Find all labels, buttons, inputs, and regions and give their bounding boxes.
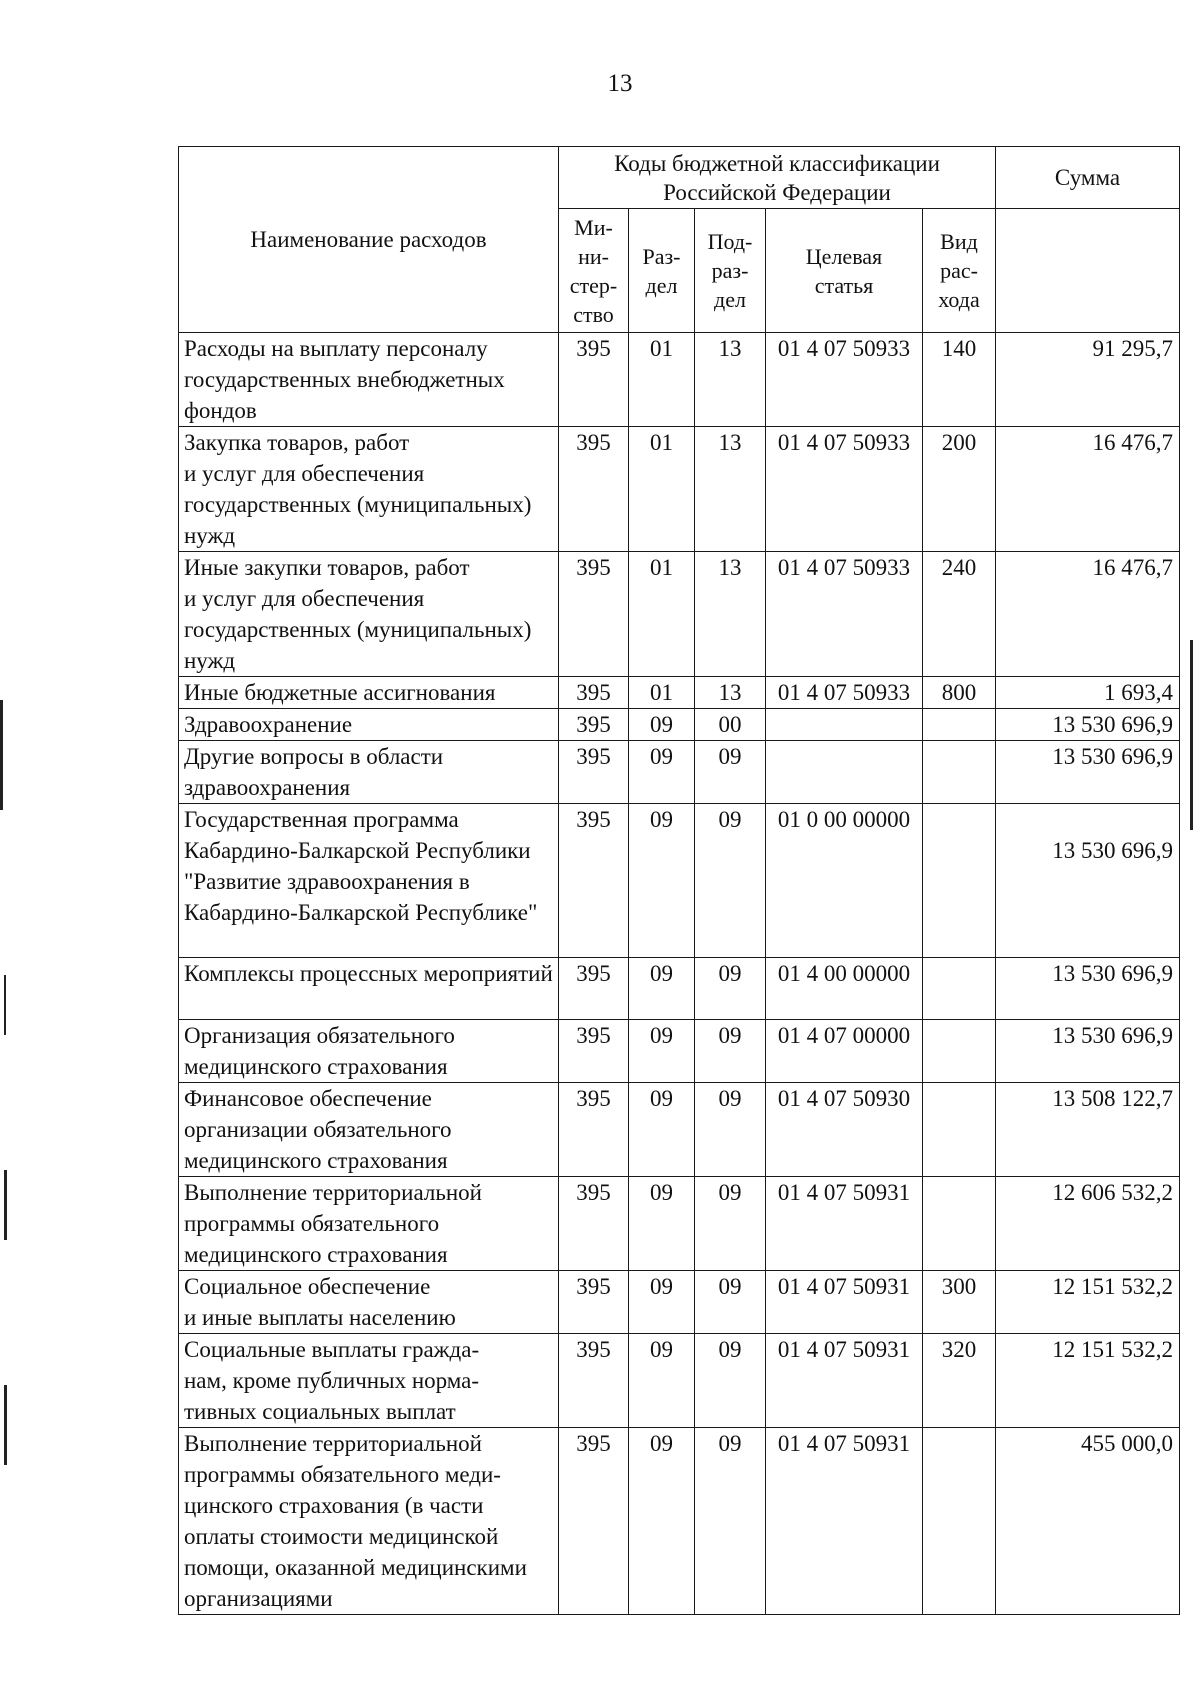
cell-subsection: 09 — [695, 741, 766, 804]
column-header-sum: Сумма — [996, 147, 1180, 209]
scan-edge-mark — [4, 1170, 7, 1240]
cell-target: 01 4 07 50930 — [766, 1083, 923, 1177]
scan-edge-mark — [4, 975, 6, 1035]
column-header-codes-group: Коды бюджетной классификации Российской Федерации — [559, 147, 996, 209]
cell-target: 01 4 07 50933 — [766, 552, 923, 677]
cell-name: Комплексы процессных мероприятий — [179, 958, 559, 1020]
table-row — [179, 741, 1180, 804]
cell-section: 01 — [629, 677, 695, 709]
cell-ministry: 395 — [559, 804, 629, 958]
cell-sum: 455 000,0 — [996, 1428, 1180, 1615]
cell-name: Закупка товаров, работ и услуг для обеспечения государственных (муниципальных) нужд — [179, 427, 559, 552]
cell-ministry: 395 — [559, 709, 629, 741]
cell-target: 01 4 07 00000 — [766, 1020, 923, 1083]
cell-expense-type — [923, 958, 996, 1020]
table-row — [179, 1020, 1180, 1083]
cell-subsection: 13 — [695, 677, 766, 709]
cell-section: 01 — [629, 552, 695, 677]
cell-target — [766, 709, 923, 741]
cell-sum: 13 508 122,7 — [996, 1083, 1180, 1177]
cell-subsection: 09 — [695, 804, 766, 958]
cell-sum: 13 530 696,9 — [996, 709, 1180, 741]
cell-name: Выполнение территориальной программы обязательного меди- цинского страхования (в части оплаты стоимости медицинской помощи, оказанной медицинскими организациями — [179, 1428, 559, 1615]
cell-subsection: 09 — [695, 1271, 766, 1334]
cell-subsection: 09 — [695, 1334, 766, 1428]
cell-expense-type — [923, 1177, 996, 1271]
cell-section: 09 — [629, 1083, 695, 1177]
table-row — [179, 958, 1180, 1020]
cell-sum: 13 530 696,9 — [996, 741, 1180, 804]
cell-section: 09 — [629, 1428, 695, 1615]
cell-subsection: 09 — [695, 958, 766, 1020]
cell-ministry: 395 — [559, 1271, 629, 1334]
cell-subsection: 09 — [695, 1083, 766, 1177]
cell-name: Организация обязательного медицинского страхования — [179, 1020, 559, 1083]
cell-ministry: 395 — [559, 427, 629, 552]
cell-target: 01 4 00 00000 — [766, 958, 923, 1020]
cell-expense-type — [923, 1020, 996, 1083]
table-row — [179, 677, 1180, 709]
table-header — [179, 147, 1180, 333]
cell-sum: 12 606 532,2 — [996, 1177, 1180, 1271]
cell-name: Расходы на выплату персоналу государственных внебюджетных фондов — [179, 333, 559, 427]
cell-expense-type: 240 — [923, 552, 996, 677]
budget-table — [178, 146, 1180, 1615]
cell-name: Социальное обеспечение и иные выплаты населению — [179, 1271, 559, 1334]
table-row — [179, 427, 1180, 552]
cell-expense-type: 140 — [923, 333, 996, 427]
cell-sum: 91 295,7 — [996, 333, 1180, 427]
scan-edge-mark — [1190, 640, 1193, 830]
cell-target: 01 4 07 50933 — [766, 677, 923, 709]
cell-ministry: 395 — [559, 1428, 629, 1615]
scan-edge-mark — [4, 1385, 7, 1465]
cell-ministry: 395 — [559, 958, 629, 1020]
cell-subsection: 13 — [695, 427, 766, 552]
table-row — [179, 333, 1180, 427]
cell-expense-type — [923, 1083, 996, 1177]
cell-section: 09 — [629, 1020, 695, 1083]
cell-expense-type — [923, 1428, 996, 1615]
cell-name: Социальные выплаты гражда- нам, кроме публичных норма- тивных социальных выплат — [179, 1334, 559, 1428]
cell-subsection: 09 — [695, 1177, 766, 1271]
table-row — [179, 1334, 1180, 1428]
cell-expense-type — [923, 741, 996, 804]
cell-section: 09 — [629, 1271, 695, 1334]
cell-ministry: 395 — [559, 333, 629, 427]
cell-sum: 16 476,7 — [996, 427, 1180, 552]
cell-expense-type: 300 — [923, 1271, 996, 1334]
cell-expense-type: 320 — [923, 1334, 996, 1428]
cell-subsection: 09 — [695, 1428, 766, 1615]
cell-ministry: 395 — [559, 677, 629, 709]
cell-ministry: 395 — [559, 741, 629, 804]
cell-name: Другие вопросы в области здравоохранения — [179, 741, 559, 804]
cell-expense-type: 200 — [923, 427, 996, 552]
table-row — [179, 1271, 1180, 1334]
column-header-subsection: Под- раз- дел — [695, 209, 766, 333]
table-row — [179, 1177, 1180, 1271]
cell-target — [766, 741, 923, 804]
cell-name: Здравоохранение — [179, 709, 559, 741]
column-header-sum-blank — [996, 209, 1180, 333]
table-body — [179, 333, 1180, 1615]
cell-target: 01 4 07 50931 — [766, 1334, 923, 1428]
cell-subsection: 00 — [695, 709, 766, 741]
column-header-target: Целевая статья — [766, 209, 923, 333]
cell-sum: 16 476,7 — [996, 552, 1180, 677]
cell-name: Иные закупки товаров, работ и услуг для обеспечения государственных (муниципальных) нужд — [179, 552, 559, 677]
cell-section: 09 — [629, 709, 695, 741]
table-row — [179, 709, 1180, 741]
cell-section: 01 — [629, 333, 695, 427]
cell-target: 01 4 07 50933 — [766, 427, 923, 552]
cell-target: 01 4 07 50931 — [766, 1271, 923, 1334]
cell-expense-type: 800 — [923, 677, 996, 709]
cell-sum: 13 530 696,9 — [996, 1020, 1180, 1083]
cell-section: 09 — [629, 804, 695, 958]
table-row — [179, 1428, 1180, 1615]
cell-target: 01 4 07 50931 — [766, 1177, 923, 1271]
column-header-expense-type: Вид рас- хода — [923, 209, 996, 333]
cell-section: 09 — [629, 958, 695, 1020]
table-row — [179, 1083, 1180, 1177]
cell-section: 09 — [629, 1334, 695, 1428]
cell-name: Государственная программа Кабардино-Балкарской Республики "Развитие здравоохранения в Кабардино-Балкарской Республике" — [179, 804, 559, 958]
cell-name: Иные бюджетные ассигнования — [179, 677, 559, 709]
table-row — [179, 804, 1180, 958]
cell-sum: 13 530 696,9 — [996, 804, 1180, 958]
cell-section: 09 — [629, 741, 695, 804]
cell-section: 09 — [629, 1177, 695, 1271]
cell-sum: 12 151 532,2 — [996, 1271, 1180, 1334]
cell-ministry: 395 — [559, 552, 629, 677]
column-header-name: Наименование расходов — [179, 147, 559, 333]
cell-ministry: 395 — [559, 1020, 629, 1083]
cell-subsection: 13 — [695, 552, 766, 677]
cell-ministry: 395 — [559, 1334, 629, 1428]
cell-ministry: 395 — [559, 1083, 629, 1177]
cell-expense-type — [923, 709, 996, 741]
cell-target: 01 4 07 50933 — [766, 333, 923, 427]
cell-section: 01 — [629, 427, 695, 552]
cell-ministry: 395 — [559, 1177, 629, 1271]
cell-sum: 12 151 532,2 — [996, 1334, 1180, 1428]
cell-target: 01 4 07 50931 — [766, 1428, 923, 1615]
cell-sum: 1 693,4 — [996, 677, 1180, 709]
column-header-section: Раз- дел — [629, 209, 695, 333]
page-number: 13 — [607, 70, 633, 97]
scan-edge-mark — [0, 700, 3, 810]
cell-target: 01 0 00 00000 — [766, 804, 923, 958]
column-header-ministry: Ми- ни- стер- ство — [559, 209, 629, 333]
cell-name: Финансовое обеспечение организации обязательного медицинского страхования — [179, 1083, 559, 1177]
cell-expense-type — [923, 804, 996, 958]
cell-subsection: 13 — [695, 333, 766, 427]
table-row — [179, 552, 1180, 677]
cell-sum: 13 530 696,9 — [996, 958, 1180, 1020]
cell-subsection: 09 — [695, 1020, 766, 1083]
cell-name: Выполнение территориальной программы обязательного медицинского страхования — [179, 1177, 559, 1271]
